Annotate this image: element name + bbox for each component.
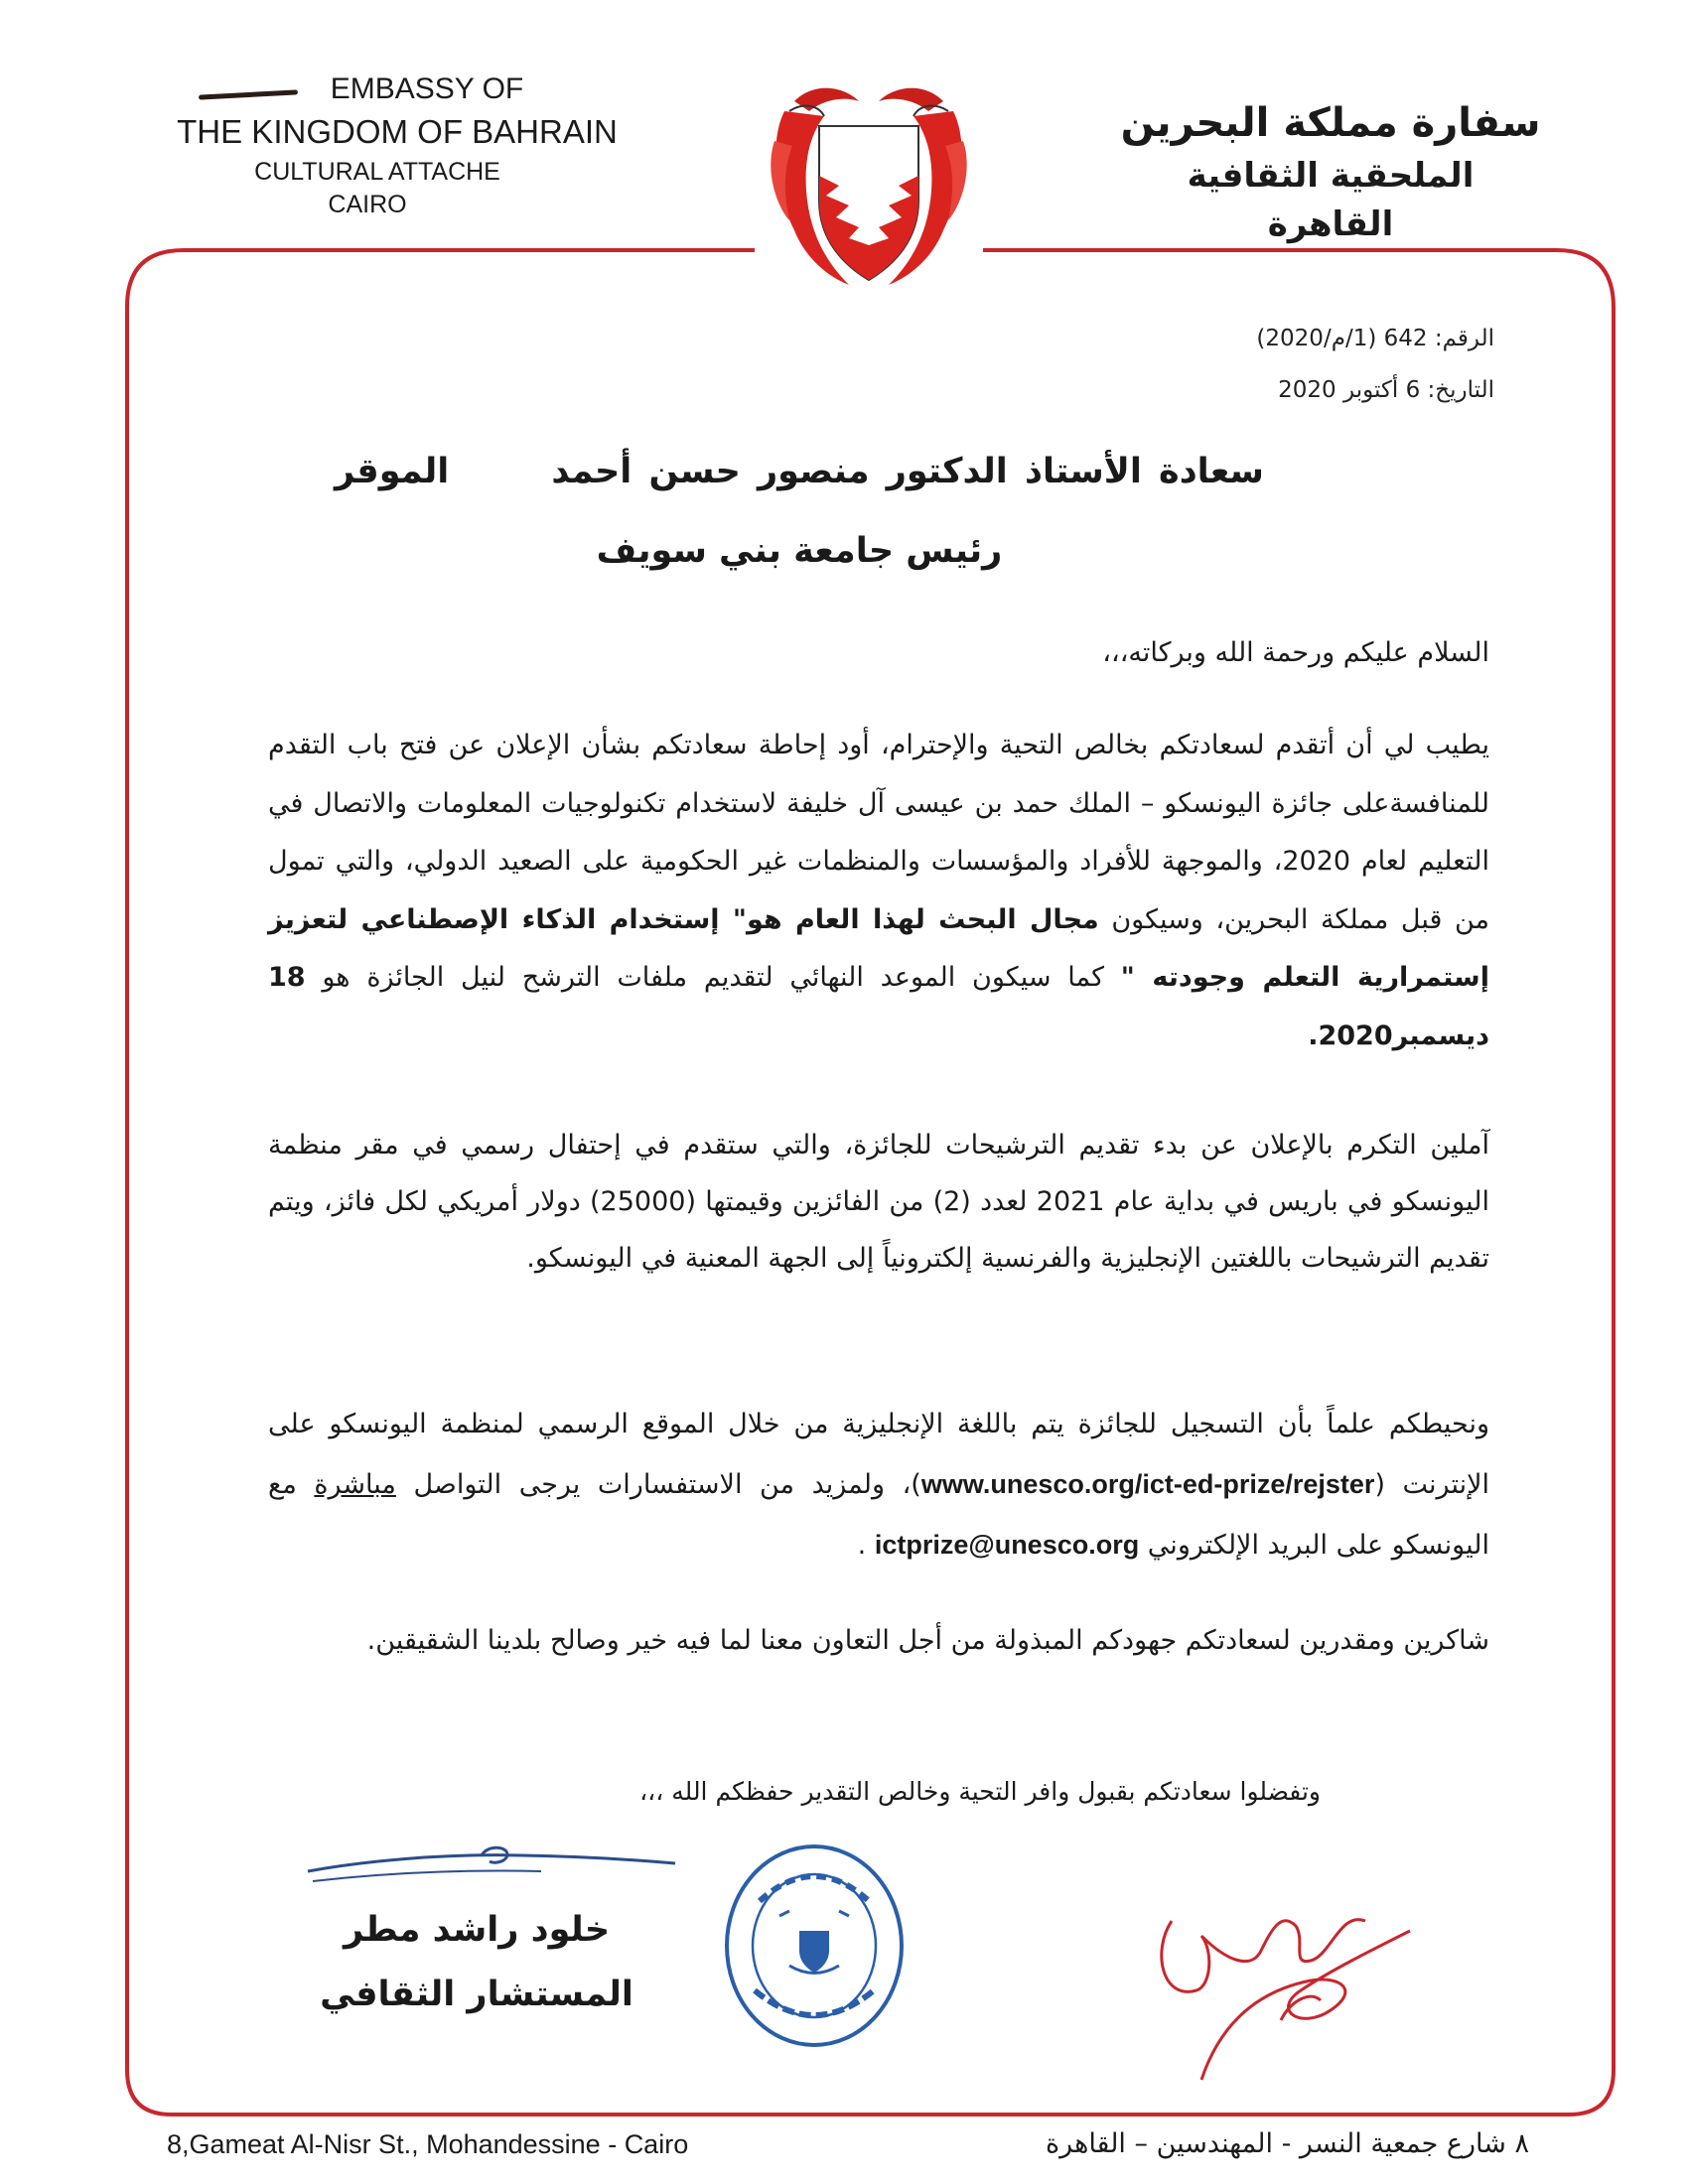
reference-block: [1256, 313, 1494, 416]
bahrain-coat-of-arms-icon: [765, 81, 973, 300]
paragraph-3-text-d: .: [857, 1530, 875, 1561]
addressee-name: سعادة الأستاذ الدكتور منصور حسن أحمد: [551, 452, 1264, 491]
addressee-line1: [238, 452, 1360, 491]
paragraph-3-text-b: )، ولمزيد من الاستفسارات يرجى التواصل: [395, 1469, 921, 1500]
paragraph-3-underlined-word: مباشرة: [314, 1469, 396, 1500]
prize-website-link[interactable]: www.unesco.org/ict-ed-prize/rejster: [920, 1469, 1375, 1499]
letterhead-ar-line1: سفارة مملكة البحرين: [1120, 100, 1541, 146]
paragraph-1: [268, 717, 1489, 1065]
letterhead-english: [159, 69, 635, 220]
letterhead-ar-line2: الملحقية الثقافية: [1187, 156, 1475, 196]
reference-date-value: 6 أكتوبر 2020: [1278, 377, 1421, 403]
paragraph-3-text-c: مع اليونسكو على البريد الإلكتروني: [268, 1469, 1489, 1561]
greeting: السلام عليكم ورحمة الله وبركاته،،،: [1102, 637, 1489, 668]
paragraph-1-research-topic: مجال البحث لهذا العام هو" إستخدام الذكاء الإصطناعي لتعزيز إستمرارية التعلم وجودته ": [268, 903, 1489, 993]
paragraph-1-text-a: يطيب لي أن أتقدم لسعادتكم بخالص التحية والإحترام، أود إحاطة سعادتكم بشأن الإعلان عن فتح باب التقدم للمنافسةعلى جائزة اليونسكو – الملك حمد بن عيسى آل خليفة لاستخدام تكنولوجيات المعلومات والاتصال في التعليم لعام 2020، والموجهة للأفراد والمؤسسات والمنظمات غير الحكومية على الصعيد الدولي، والتي تمول من قبل مملكة البحرين، وسيكون: [268, 730, 1489, 935]
closing-line: وتفضلوا سعادتكم بقبول وافر التحية وخالص التقدير حفظكم الله ،،،: [639, 1777, 1321, 1806]
letterhead-en-line1: EMBASSY OF: [330, 72, 524, 105]
footer-arabic-address: ٨ شارع جمعية النسر - المهندسين – القاهرة: [1046, 2128, 1529, 2159]
footer-english-address: 8,Gameat Al-Nisr St., Mohandessine - Cairo: [167, 2129, 689, 2159]
paragraph-4: شاكرين ومقدرين لسعادتكم جهودكم المبذولة من أجل التعاون معنا لما فيه خير وصالح بلدينا الشقيقين.: [366, 1625, 1489, 1656]
reference-number-row: [1256, 313, 1494, 364]
paragraph-1-deadline: 18 ديسمبر2020.: [268, 962, 1489, 1051]
reference-date-label: التاريخ:: [1427, 377, 1494, 403]
reference-date-row: [1256, 364, 1494, 416]
signature-block: [298, 1876, 655, 2029]
reference-number-label: الرقم:: [1434, 326, 1494, 351]
addressee-honorific: الموقر: [335, 452, 450, 491]
letterhead-arabic: [1112, 95, 1549, 248]
letterhead-en-line2: THE KINGDOM OF BAHRAIN: [177, 113, 618, 150]
paragraph-3-text-a: ونحيطكم علماً بأن التسجيل للجائزة يتم باللغة الإنجليزية من خلال الموقع الرسمي لمنظمة اليونسكو على الإنترنت (: [268, 1409, 1490, 1500]
addressee-line2: رئيس جامعة بني سويف: [596, 531, 1003, 571]
handwritten-signature-icon: [1142, 1842, 1440, 2090]
paragraph-3: [268, 1395, 1489, 1575]
signatory-title: المستشار الثقافي: [320, 1975, 633, 2014]
paragraph-2: آملين التكرم بالإعلان عن بدء تقديم الترشيحات للجائزة، والتي ستقدم في إحتفال رسمي في مقر منظمة اليونسكو في باريس في بداية عام 2021 لعدد (2) من الفائزين وقيمتها (25000) دولار أمريكي لكل فائز، ويتم تقديم الترشيحات باللغتين الإنجليزية والفرنسية إلكترونياً إلى الجهة المعنية في اليونسكو.: [268, 1130, 1489, 1274]
letterhead-en-line4: CAIRO: [328, 191, 407, 218]
paragraph-1-text-c: كما سيكون الموعد النهائي لتقديم ملفات الترشح لنيل الجائزة هو: [305, 962, 1121, 993]
letterhead-en-line3: CULTURAL ATTACHE: [254, 158, 500, 186]
letterhead-ar-line3: القاهرة: [1267, 205, 1394, 244]
signatory-name: خلود راشد مطر: [343, 1910, 611, 1950]
reference-number-value: 642 (1/م/2020): [1256, 326, 1428, 351]
embassy-seal-stamp-icon: [720, 1842, 909, 2050]
prize-email-link[interactable]: ictprize@unesco.org: [874, 1530, 1140, 1560]
